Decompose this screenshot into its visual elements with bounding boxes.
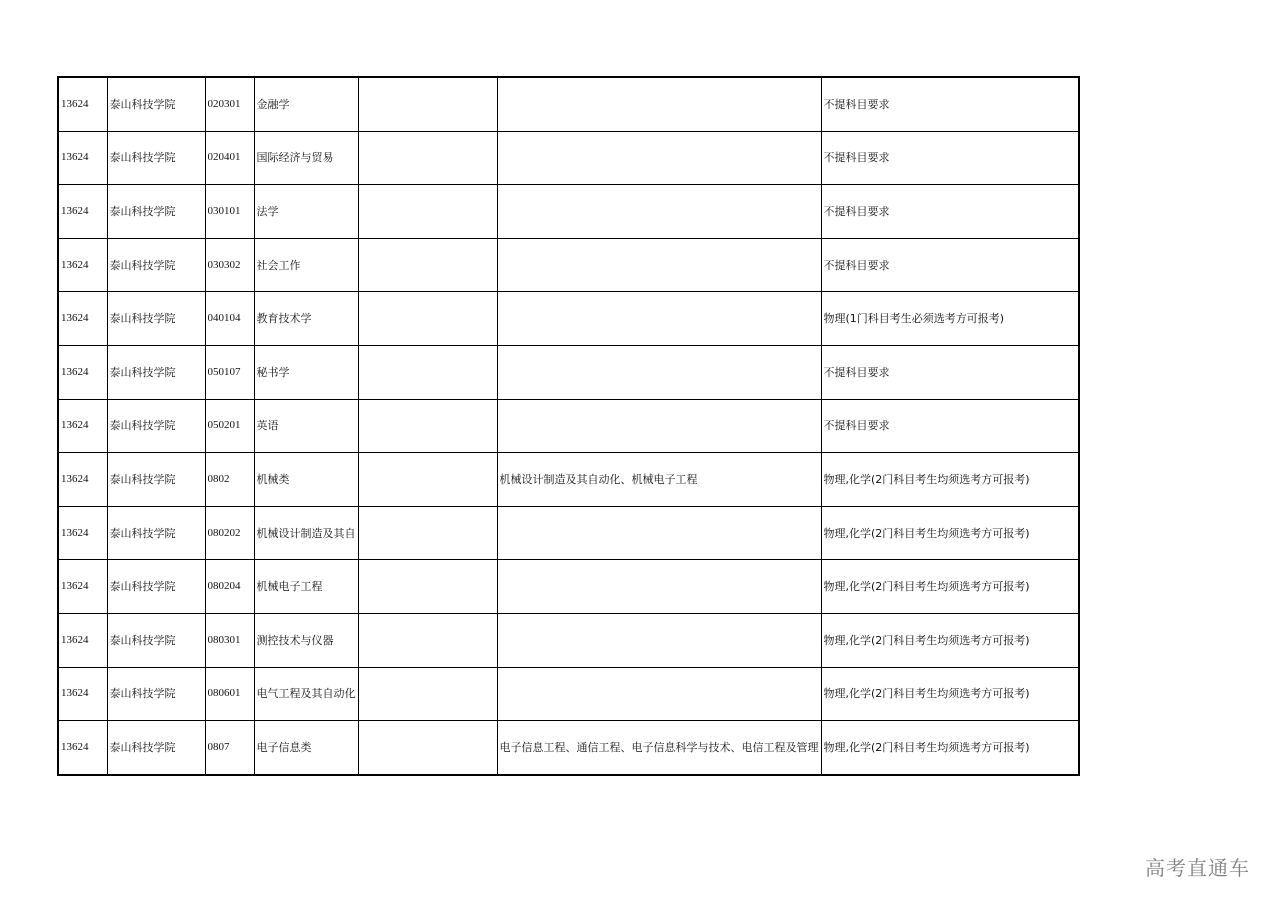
included-majors-cell (497, 345, 821, 399)
table-body (58, 77, 1079, 775)
school-name-cell: 泰山科技学院 (107, 506, 205, 560)
major-code-cell: 080204 (205, 560, 254, 614)
table-row (58, 185, 1079, 239)
table-row (58, 560, 1079, 614)
empty-cell (358, 131, 497, 185)
empty-cell (358, 345, 497, 399)
subject-requirement-cell: 物理,化学(2门科目考生均须选考方可报考) (821, 453, 1079, 507)
subject-requirement-cell: 不提科目要求 (821, 185, 1079, 239)
major-code-cell: 020401 (205, 131, 254, 185)
table-row (58, 667, 1079, 721)
school-code-cell: 13624 (58, 667, 107, 721)
major-name-cell: 教育技术学 (254, 292, 358, 346)
school-name-cell: 泰山科技学院 (107, 453, 205, 507)
subject-requirement-cell: 物理,化学(2门科目考生均须选考方可报考) (821, 506, 1079, 560)
major-code-cell: 030302 (205, 238, 254, 292)
school-name-cell: 泰山科技学院 (107, 667, 205, 721)
school-name-cell: 泰山科技学院 (107, 185, 205, 239)
empty-cell (358, 185, 497, 239)
school-name-cell: 泰山科技学院 (107, 131, 205, 185)
major-code-cell: 0802 (205, 453, 254, 507)
table-row (58, 721, 1079, 775)
table-row (58, 77, 1079, 131)
school-name-cell: 泰山科技学院 (107, 399, 205, 453)
major-name-cell: 金融学 (254, 77, 358, 131)
major-code-cell: 050201 (205, 399, 254, 453)
school-code-cell: 13624 (58, 345, 107, 399)
watermark: 高考直通车 (1145, 856, 1250, 880)
included-majors-cell (497, 613, 821, 667)
major-name-cell: 法学 (254, 185, 358, 239)
school-name-cell: 泰山科技学院 (107, 292, 205, 346)
included-majors-cell: 电子信息工程、通信工程、电子信息科学与技术、电信工程及管理 (497, 721, 821, 775)
empty-cell (358, 506, 497, 560)
subject-requirement-cell: 物理,化学(2门科目考生均须选考方可报考) (821, 667, 1079, 721)
included-majors-cell (497, 185, 821, 239)
table-row (58, 238, 1079, 292)
school-code-cell: 13624 (58, 292, 107, 346)
empty-cell (358, 721, 497, 775)
school-code-cell: 13624 (58, 185, 107, 239)
major-code-cell: 080601 (205, 667, 254, 721)
subject-requirement-cell: 物理,化学(2门科目考生均须选考方可报考) (821, 560, 1079, 614)
major-code-cell: 080301 (205, 613, 254, 667)
empty-cell (358, 667, 497, 721)
empty-cell (358, 77, 497, 131)
major-name-cell: 机械电子工程 (254, 560, 358, 614)
included-majors-cell (497, 292, 821, 346)
table-row (58, 292, 1079, 346)
major-name-cell: 国际经济与贸易 (254, 131, 358, 185)
major-code-cell: 020301 (205, 77, 254, 131)
school-code-cell: 13624 (58, 453, 107, 507)
included-majors-cell (497, 506, 821, 560)
major-name-cell: 机械类 (254, 453, 358, 507)
empty-cell (358, 238, 497, 292)
school-name-cell: 泰山科技学院 (107, 613, 205, 667)
major-code-cell: 040104 (205, 292, 254, 346)
major-name-cell: 英语 (254, 399, 358, 453)
included-majors-cell (497, 399, 821, 453)
major-code-cell: 0807 (205, 721, 254, 775)
included-majors-cell (497, 560, 821, 614)
included-majors-cell (497, 238, 821, 292)
subject-requirement-cell: 不提科目要求 (821, 399, 1079, 453)
table-row (58, 345, 1079, 399)
school-code-cell: 13624 (58, 560, 107, 614)
school-name-cell: 泰山科技学院 (107, 345, 205, 399)
included-majors-cell (497, 131, 821, 185)
major-code-cell: 050107 (205, 345, 254, 399)
school-code-cell: 13624 (58, 613, 107, 667)
school-name-cell: 泰山科技学院 (107, 77, 205, 131)
empty-cell (358, 560, 497, 614)
subject-requirement-cell: 不提科目要求 (821, 345, 1079, 399)
school-name-cell: 泰山科技学院 (107, 560, 205, 614)
empty-cell (358, 399, 497, 453)
major-name-cell: 社会工作 (254, 238, 358, 292)
included-majors-cell (497, 77, 821, 131)
school-code-cell: 13624 (58, 131, 107, 185)
empty-cell (358, 453, 497, 507)
included-majors-cell: 机械设计制造及其自动化、机械电子工程 (497, 453, 821, 507)
subject-requirement-cell: 物理,化学(2门科目考生均须选考方可报考) (821, 721, 1079, 775)
major-name-cell: 电子信息类 (254, 721, 358, 775)
subject-requirement-cell: 不提科目要求 (821, 77, 1079, 131)
school-code-cell: 13624 (58, 721, 107, 775)
table-row (58, 131, 1079, 185)
major-code-cell: 080202 (205, 506, 254, 560)
major-name-cell: 机械设计制造及其自 (254, 506, 358, 560)
school-code-cell: 13624 (58, 238, 107, 292)
major-name-cell: 电气工程及其自动化 (254, 667, 358, 721)
subject-requirement-cell: 物理(1门科目考生必须选考方可报考) (821, 292, 1079, 346)
table-row (58, 453, 1079, 507)
empty-cell (358, 292, 497, 346)
major-code-cell: 030101 (205, 185, 254, 239)
included-majors-cell (497, 667, 821, 721)
table-row (58, 613, 1079, 667)
table-row (58, 506, 1079, 560)
school-code-cell: 13624 (58, 506, 107, 560)
major-name-cell: 测控技术与仪器 (254, 613, 358, 667)
school-name-cell: 泰山科技学院 (107, 721, 205, 775)
table-row (58, 399, 1079, 453)
school-code-cell: 13624 (58, 77, 107, 131)
major-requirements-table (57, 76, 1080, 776)
subject-requirement-cell: 物理,化学(2门科目考生均须选考方可报考) (821, 613, 1079, 667)
subject-requirement-cell: 不提科目要求 (821, 238, 1079, 292)
school-code-cell: 13624 (58, 399, 107, 453)
subject-requirement-cell: 不提科目要求 (821, 131, 1079, 185)
major-name-cell: 秘书学 (254, 345, 358, 399)
school-name-cell: 泰山科技学院 (107, 238, 205, 292)
empty-cell (358, 613, 497, 667)
